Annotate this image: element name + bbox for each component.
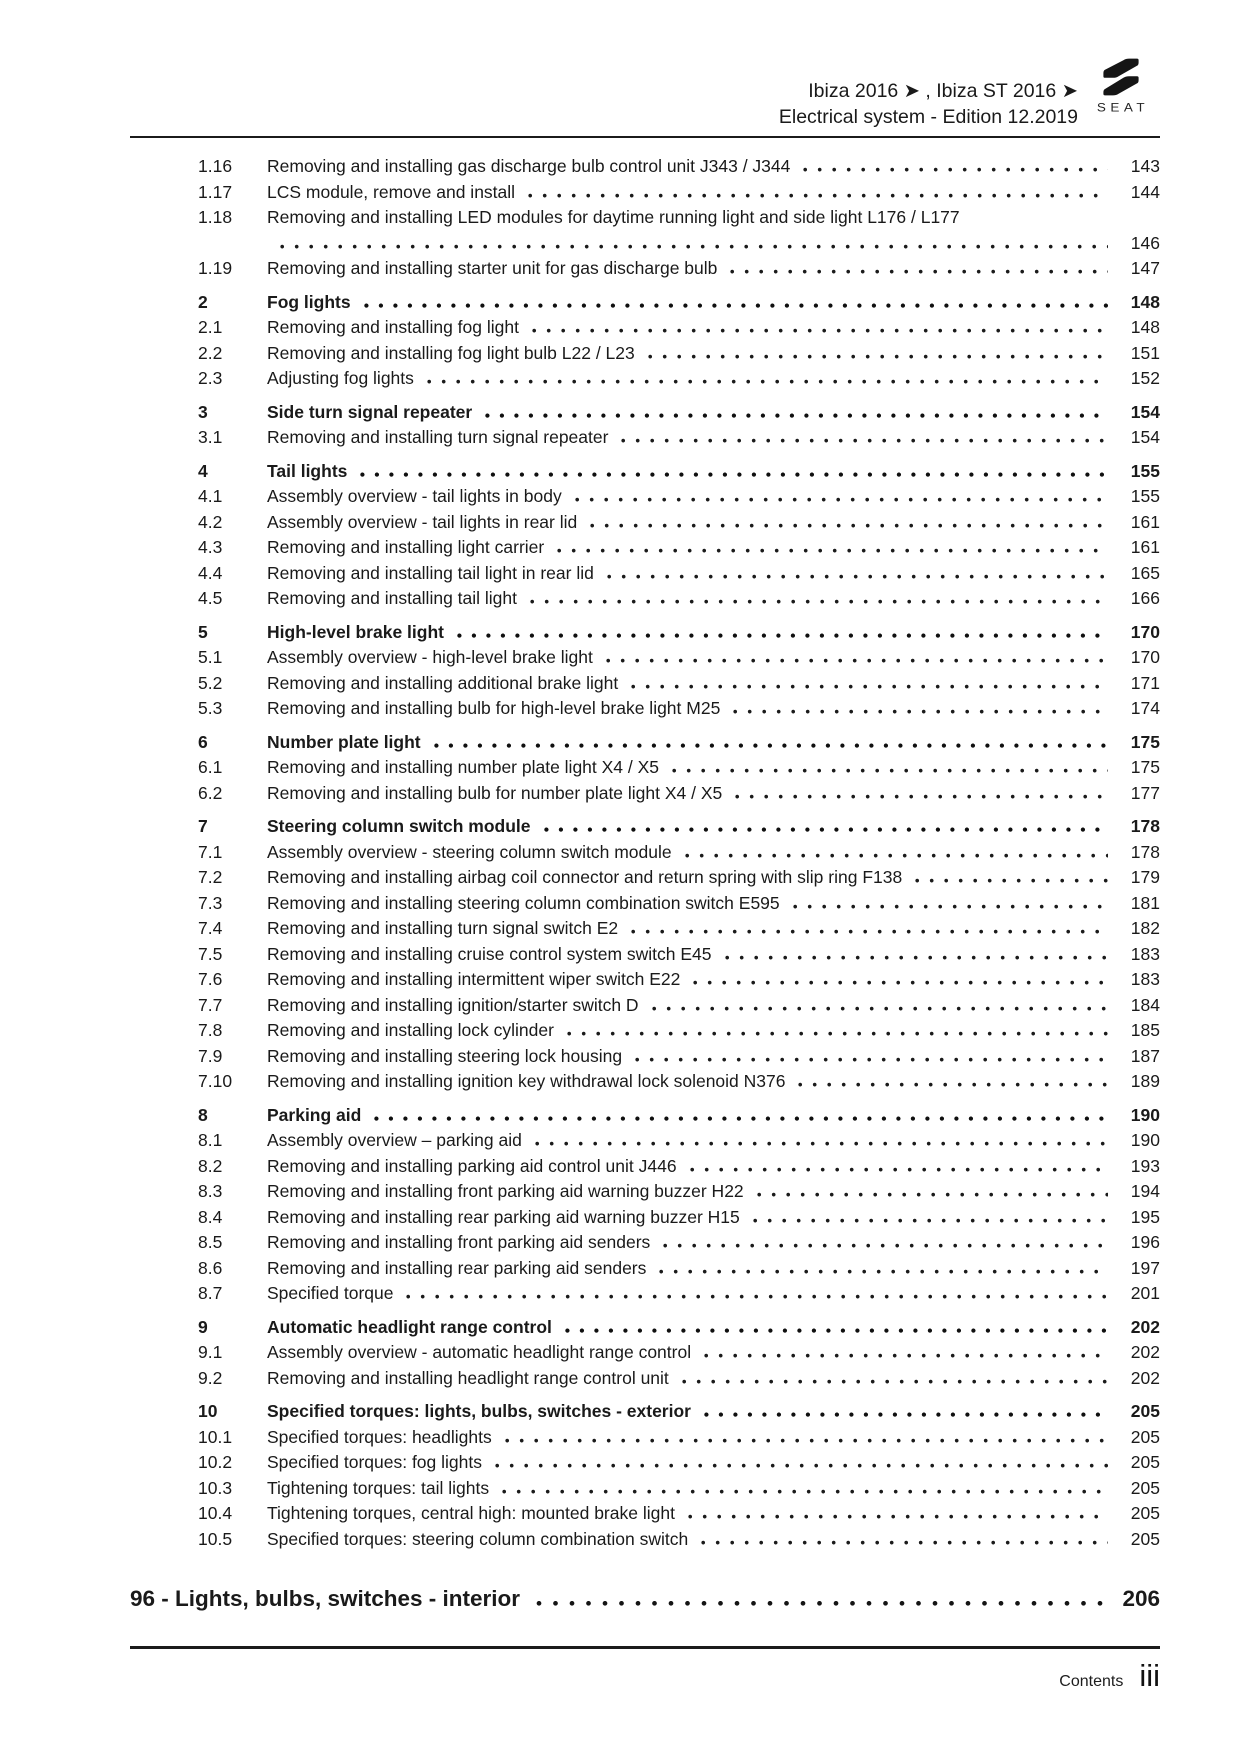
toc-entry-row[interactable] <box>130 182 1160 208</box>
toc-entry-title: Side turn signal repeater <box>267 401 473 422</box>
dot-leader <box>659 1268 1108 1274</box>
dot-leader <box>606 657 1108 663</box>
toc-entry-title: High-level brake light <box>267 621 444 642</box>
header-edition-line: Electrical system - Edition 12.2019 <box>778 106 1078 128</box>
dot-leader <box>730 268 1108 274</box>
toc-entry-title: Removing and installing fog light bulb L22 / L23 <box>267 342 635 363</box>
toc-entry-number: 3.1 <box>198 427 223 447</box>
toc-entry-page: 155 <box>1130 460 1160 481</box>
toc-entry-title: Removing and installing bulb for high-level brake light M25 <box>267 698 721 718</box>
toc-entry-number: 1.19 <box>198 258 233 278</box>
toc-entry-number: 10.4 <box>198 1503 233 1523</box>
toc-entry-row[interactable] <box>130 1156 1160 1182</box>
dot-leader <box>688 1513 1108 1519</box>
toc-entry-title: Steering column switch module <box>267 816 531 836</box>
toc-entry-number: 7.3 <box>198 892 223 913</box>
toc-entry-number: 7.1 <box>198 841 223 862</box>
toc-entry-page: 178 <box>1130 841 1160 862</box>
toc-entry-title: Specified torques: steering column combination switch <box>267 1528 689 1549</box>
toc-section-row[interactable] <box>130 622 1160 648</box>
toc-entry-row[interactable] <box>130 1046 1160 1072</box>
dot-leader <box>502 1488 1108 1494</box>
seat-s-icon <box>1088 56 1154 98</box>
dot-leader <box>360 471 1108 477</box>
dot-leader <box>427 378 1108 384</box>
header-rule <box>130 136 1160 138</box>
toc-entry-title: Removing and installing tail light <box>267 588 517 608</box>
toc-entry-number: 8 <box>198 1104 208 1125</box>
dot-leader <box>544 826 1108 832</box>
toc-entry-title: Assembly overview - steering column switch module <box>267 841 672 862</box>
toc-entry-title: Removing and installing bulb for number plate light X4 / X5 <box>267 782 723 803</box>
toc-entry-row[interactable] <box>130 368 1160 394</box>
toc-entry-number: 4.3 <box>198 537 223 557</box>
toc-entry-title: Removing and installing steering lock housing <box>267 1045 623 1066</box>
toc-entry-row[interactable] <box>130 1232 1160 1258</box>
toc-entry-title: Assembly overview – parking aid <box>267 1130 522 1150</box>
toc-entry-number: 1.17 <box>198 181 233 202</box>
toc-entry-title: Removing and installing tail light in rear lid <box>267 562 594 583</box>
toc-entry-row[interactable] <box>130 258 1160 284</box>
toc-entry-row[interactable] <box>130 1478 1160 1504</box>
toc-entry-number: 7.9 <box>198 1045 223 1066</box>
dot-leader <box>607 573 1108 579</box>
dot-leader <box>575 496 1108 502</box>
toc-entry-page: 148 <box>1130 291 1160 312</box>
toc-entry-number: 7 <box>198 816 208 836</box>
toc-entry-page: 165 <box>1130 562 1160 583</box>
header-model-line: Ibiza 2016 ➤ , Ibiza ST 2016 ➤ <box>808 80 1078 102</box>
toc-entry-title: Removing and installing number plate light X4 / X5 <box>267 757 660 777</box>
toc-entry-page: 195 <box>1130 1206 1160 1227</box>
table-of-contents <box>130 156 1160 1620</box>
toc-entry-title: Tightening torques, central high: mounted brake light <box>267 1503 675 1523</box>
toc-entry-title: Automatic headlight range control <box>267 1316 552 1337</box>
toc-entry-page: 202 <box>1130 1367 1160 1388</box>
toc-entry-page: 161 <box>1130 537 1160 557</box>
toc-entry-number: 9.1 <box>198 1342 223 1362</box>
toc-entry-row[interactable] <box>130 1071 1160 1097</box>
toc-entry-row[interactable] <box>130 1283 1160 1309</box>
toc-entry-title: Parking aid <box>267 1104 362 1125</box>
toc-entry-number: 10.2 <box>198 1452 233 1472</box>
toc-entry-page: 175 <box>1130 757 1160 777</box>
toc-entry-number: 1.16 <box>198 156 233 176</box>
toc-entry-page: 155 <box>1130 486 1160 506</box>
footer-page-number: iii <box>1139 1658 1160 1693</box>
toc-entry-title: LCS module, remove and install <box>267 181 516 202</box>
dot-leader <box>631 683 1108 689</box>
toc-entry-page: 181 <box>1130 892 1160 913</box>
dot-leader <box>505 1437 1108 1443</box>
toc-entry-number: 7.8 <box>198 1020 223 1040</box>
toc-entry-title: Tightening torques: tail lights <box>267 1477 490 1498</box>
toc-entry-page: 187 <box>1130 1045 1160 1066</box>
toc-entry-row[interactable] <box>130 317 1160 343</box>
toc-entry-number: 1.18 <box>198 207 233 227</box>
toc-entry-title: Removing and installing rear parking aid warning buzzer H15 <box>267 1206 740 1227</box>
toc-entry-number: 8.7 <box>198 1283 223 1303</box>
dot-leader <box>535 1140 1108 1146</box>
dot-leader <box>704 1352 1108 1358</box>
dot-leader <box>753 1217 1108 1223</box>
toc-section-row[interactable] <box>130 1317 1160 1343</box>
toc-entry-page: 194 <box>1130 1181 1160 1201</box>
toc-entry-number: 7.5 <box>198 943 223 964</box>
dot-leader <box>621 437 1108 443</box>
toc-entry-number: 6.2 <box>198 782 223 803</box>
dot-leader <box>672 767 1108 773</box>
toc-entry-title: Removing and installing light carrier <box>267 537 545 557</box>
toc-entry-number: 10 <box>198 1401 218 1421</box>
toc-entry-title: Removing and installing ignition key withdrawal lock solenoid N376 <box>267 1071 786 1091</box>
toc-entry-page: 205 <box>1130 1401 1160 1421</box>
dot-leader <box>757 1191 1108 1197</box>
toc-entry-number: 6.1 <box>198 757 223 777</box>
toc-entry-number: 7.4 <box>198 918 223 938</box>
toc-entry-number: 7.10 <box>198 1071 233 1091</box>
toc-entry-number: 8.3 <box>198 1181 223 1201</box>
toc-entry-page: 205 <box>1130 1503 1160 1523</box>
toc-entry-row[interactable] <box>130 1258 1160 1284</box>
dot-leader <box>434 742 1108 748</box>
toc-entry-row[interactable] <box>130 512 1160 538</box>
toc-entry-number: 8.5 <box>198 1232 223 1252</box>
toc-entry-title: Assembly overview - tail lights in body <box>267 486 562 506</box>
dot-leader <box>652 1005 1108 1011</box>
toc-entry-title: Removing and installing turn signal switch E2 <box>267 918 619 938</box>
dot-leader <box>663 1242 1108 1248</box>
toc-entry-page: 143 <box>1130 156 1160 176</box>
dot-leader <box>495 1462 1108 1468</box>
toc-entry-row[interactable] <box>130 486 1160 512</box>
dot-leader <box>364 302 1108 308</box>
toc-entry-title: Fog lights <box>267 291 351 312</box>
toc-entry-number: 8.6 <box>198 1257 223 1278</box>
dot-leader <box>798 1081 1108 1087</box>
dot-leader <box>485 412 1108 418</box>
dot-leader <box>725 954 1109 960</box>
toc-entry-row[interactable] <box>130 1529 1160 1555</box>
toc-chapter-entry[interactable] <box>130 1586 1160 1620</box>
toc-entry-page: 154 <box>1130 401 1160 422</box>
toc-entry-row[interactable] <box>130 944 1160 970</box>
toc-entry-number: 2.1 <box>198 317 223 337</box>
toc-entry-page: 170 <box>1130 647 1160 667</box>
toc-section-row[interactable] <box>130 402 1160 428</box>
toc-entry-page: 154 <box>1130 427 1160 447</box>
dot-leader <box>590 522 1108 528</box>
toc-entry-page: 205 <box>1130 1426 1160 1447</box>
toc-entry-number: 8.2 <box>198 1155 223 1176</box>
toc-entry-title: Removing and installing fog light <box>267 317 519 337</box>
seat-logo-text: SEAT <box>1096 100 1150 115</box>
toc-list <box>130 156 1160 1554</box>
toc-entry-page: 196 <box>1130 1232 1160 1252</box>
toc-entry-number: 8.4 <box>198 1206 223 1227</box>
toc-entry-number: 2.3 <box>198 368 223 388</box>
toc-entry-number: 5.1 <box>198 647 223 667</box>
toc-entry-page: 174 <box>1130 698 1160 718</box>
toc-entry-number: 8.1 <box>198 1130 223 1150</box>
toc-section-row[interactable] <box>130 292 1160 318</box>
toc-entry-title: Removing and installing LED modules for daytime running light and side light L176 / L177 <box>267 207 960 227</box>
toc-entry-row[interactable] <box>130 563 1160 589</box>
toc-entry-number: 10.3 <box>198 1477 233 1498</box>
footer-section-label: Contents <box>1059 1673 1124 1690</box>
toc-entry-row[interactable] <box>130 698 1160 724</box>
toc-entry-page: 184 <box>1130 994 1160 1015</box>
toc-entry-title: Assembly overview - high-level brake light <box>267 647 593 667</box>
toc-entry-page: 182 <box>1130 918 1160 938</box>
toc-entry-title: Removing and installing front parking aid senders <box>267 1232 651 1252</box>
toc-entry-title: Removing and installing additional brake light <box>267 672 619 693</box>
toc-entry-number: 4 <box>198 460 208 481</box>
toc-entry-number: 4.2 <box>198 511 223 532</box>
toc-entry-number: 4.5 <box>198 588 223 608</box>
toc-entry-title: Removing and installing intermittent wiper switch E22 <box>267 969 681 989</box>
toc-entry-number: 10.1 <box>198 1426 233 1447</box>
toc-entry-title: Removing and installing rear parking aid senders <box>267 1257 647 1278</box>
toc-entry-page: 146 <box>1130 232 1160 253</box>
toc-entry-number: 4.4 <box>198 562 223 583</box>
toc-entry-row[interactable] <box>130 783 1160 809</box>
toc-entry-page: 147 <box>1130 258 1160 278</box>
dot-leader <box>530 598 1108 604</box>
dot-leader <box>280 243 1108 249</box>
toc-entry-title: Removing and installing airbag coil connector and return spring with slip ring F138 <box>267 867 903 887</box>
dot-leader <box>701 1539 1108 1545</box>
toc-entry-page: 190 <box>1130 1104 1160 1125</box>
toc-entry-row[interactable] <box>130 427 1160 453</box>
toc-entry-row[interactable] <box>130 918 1160 944</box>
toc-entry-row[interactable] <box>130 842 1160 868</box>
seat-logo <box>1088 56 1154 115</box>
toc-entry-row[interactable] <box>130 893 1160 919</box>
toc-section-row[interactable] <box>130 461 1160 487</box>
toc-entry-page: 189 <box>1130 1071 1160 1091</box>
page-header <box>779 78 1078 130</box>
dot-leader <box>690 1166 1108 1172</box>
toc-entry-title: Tail lights <box>267 460 348 481</box>
toc-entry-page: 201 <box>1130 1283 1160 1303</box>
toc-entry-row[interactable] <box>130 156 1160 182</box>
dot-leader <box>631 928 1108 934</box>
toc-entry-page: 202 <box>1130 1316 1160 1337</box>
toc-entry-row[interactable] <box>130 537 1160 563</box>
dot-leader <box>648 353 1108 359</box>
toc-entry-title: Assembly overview - automatic headlight range control <box>267 1342 692 1362</box>
toc-entry-row[interactable] <box>130 1452 1160 1478</box>
toc-entry-number: 4.1 <box>198 486 223 506</box>
toc-entry-page: 166 <box>1130 588 1160 608</box>
toc-entry-number: 5 <box>198 621 208 642</box>
toc-entry-page: 197 <box>1130 1257 1160 1278</box>
toc-entry-page: 148 <box>1130 317 1160 337</box>
dot-leader <box>567 1030 1108 1036</box>
dot-leader <box>685 852 1108 858</box>
toc-entry-row[interactable] <box>130 1020 1160 1046</box>
dot-leader <box>793 903 1108 909</box>
toc-entry-title: Specified torques: lights, bulbs, switches - exterior <box>267 1401 691 1421</box>
toc-entry-title: Removing and installing headlight range control unit <box>267 1367 669 1388</box>
toc-entry-row[interactable] <box>130 1130 1160 1156</box>
toc-entry-page: 171 <box>1130 672 1160 693</box>
toc-section-row[interactable] <box>130 732 1160 758</box>
dot-leader <box>803 166 1108 172</box>
toc-entry-page: 205 <box>1130 1528 1160 1549</box>
toc-entry-page: 185 <box>1130 1020 1160 1040</box>
dot-leader <box>536 1599 1106 1606</box>
dot-leader <box>532 327 1108 333</box>
toc-section-row[interactable] <box>130 1401 1160 1427</box>
dot-leader <box>374 1115 1108 1121</box>
dot-leader <box>565 1327 1108 1333</box>
toc-entry-number: 6 <box>198 731 208 752</box>
toc-entry-title: Removing and installing front parking aid warning buzzer H22 <box>267 1181 744 1201</box>
toc-entry-row[interactable] <box>130 647 1160 673</box>
toc-entry-page: 170 <box>1130 621 1160 642</box>
toc-entry-title: Specified torques: fog lights <box>267 1452 482 1472</box>
toc-entry-title: Removing and installing gas discharge bulb control unit J343 / J344 <box>267 156 791 176</box>
toc-entry-number: 5.3 <box>198 698 223 718</box>
toc-entry-row[interactable] <box>130 1342 1160 1368</box>
toc-entry-title: Removing and installing steering column combination switch E595 <box>267 892 780 913</box>
toc-entry-page: 175 <box>1130 731 1160 752</box>
toc-entry-number: 3 <box>198 401 208 422</box>
toc-entry-page: 144 <box>1130 181 1160 202</box>
toc-entry-title: Removing and installing lock cylinder <box>267 1020 554 1040</box>
page-footer <box>1059 1658 1160 1694</box>
toc-entry-number: 5.2 <box>198 672 223 693</box>
dot-leader <box>915 877 1108 883</box>
dot-leader <box>693 979 1108 985</box>
toc-entry-number: 9.2 <box>198 1367 223 1388</box>
toc-entry-row[interactable] <box>130 1207 1160 1233</box>
dot-leader <box>406 1293 1108 1299</box>
dot-leader <box>704 1411 1108 1417</box>
toc-entry-title: Removing and installing ignition/starter switch D <box>267 994 639 1015</box>
toc-entry-title: Removing and installing parking aid control unit J446 <box>267 1155 677 1176</box>
dot-leader <box>528 192 1108 198</box>
toc-entry-row[interactable] <box>130 757 1160 783</box>
toc-entry-page: 205 <box>1130 1477 1160 1498</box>
toc-entry-row[interactable] <box>130 588 1160 614</box>
toc-entry-number: 2.2 <box>198 342 223 363</box>
toc-entry-row[interactable] <box>130 1368 1160 1394</box>
toc-entry-title: Number plate light <box>267 731 421 752</box>
dot-leader <box>733 708 1108 714</box>
toc-entry-page: 190 <box>1130 1130 1160 1150</box>
toc-entry-page: 183 <box>1130 969 1160 989</box>
toc-entry-page: 178 <box>1130 816 1160 836</box>
toc-entry-number: 7.7 <box>198 994 223 1015</box>
toc-entry-page: 193 <box>1130 1155 1160 1176</box>
toc-entry-title: Removing and installing cruise control system switch E45 <box>267 943 712 964</box>
toc-entry-row[interactable] <box>130 969 1160 995</box>
toc-entry-page: 202 <box>1130 1342 1160 1362</box>
toc-entry-page: 151 <box>1130 342 1160 363</box>
toc-entry-row[interactable] <box>130 1503 1160 1529</box>
toc-entry-row[interactable] <box>130 207 1160 233</box>
toc-entry-row[interactable] <box>130 995 1160 1021</box>
toc-entry-row[interactable] <box>130 867 1160 893</box>
toc-entry-continuation-row[interactable] <box>130 233 1160 259</box>
toc-chapter-page: 206 <box>1122 1586 1160 1611</box>
toc-entry-row[interactable] <box>130 1427 1160 1453</box>
toc-entry-row[interactable] <box>130 343 1160 369</box>
toc-entry-title: Removing and installing turn signal repeater <box>267 427 609 447</box>
toc-entry-page: 183 <box>1130 943 1160 964</box>
dot-leader <box>735 793 1108 799</box>
toc-entry-title: Adjusting fog lights <box>267 368 414 388</box>
toc-chapter-title: 96 - Lights, bulbs, switches - interior <box>130 1586 521 1611</box>
toc-entry-row[interactable] <box>130 1181 1160 1207</box>
toc-entry-page: 179 <box>1130 867 1160 887</box>
toc-entry-page: 205 <box>1130 1452 1160 1472</box>
dot-leader <box>457 632 1108 638</box>
toc-entry-number: 10.5 <box>198 1528 233 1549</box>
toc-entry-number: 2 <box>198 291 208 312</box>
toc-section-row[interactable] <box>130 1105 1160 1131</box>
toc-entry-page: 152 <box>1130 368 1160 388</box>
dot-leader <box>635 1056 1108 1062</box>
toc-entry-title: Specified torque <box>267 1283 394 1303</box>
toc-section-row[interactable] <box>130 816 1160 842</box>
toc-entry-number: 9 <box>198 1316 208 1337</box>
dot-leader <box>682 1378 1108 1384</box>
footer-rule <box>130 1646 1160 1649</box>
toc-entry-row[interactable] <box>130 673 1160 699</box>
toc-entry-number: 7.6 <box>198 969 223 989</box>
toc-entry-page: 161 <box>1130 511 1160 532</box>
toc-entry-page: 177 <box>1130 782 1160 803</box>
toc-entry-title: Assembly overview - tail lights in rear lid <box>267 511 578 532</box>
dot-leader <box>557 547 1108 553</box>
toc-entry-title: Removing and installing starter unit for gas discharge bulb <box>267 258 718 278</box>
toc-entry-number: 7.2 <box>198 867 223 887</box>
toc-entry-title: Specified torques: headlights <box>267 1426 492 1447</box>
